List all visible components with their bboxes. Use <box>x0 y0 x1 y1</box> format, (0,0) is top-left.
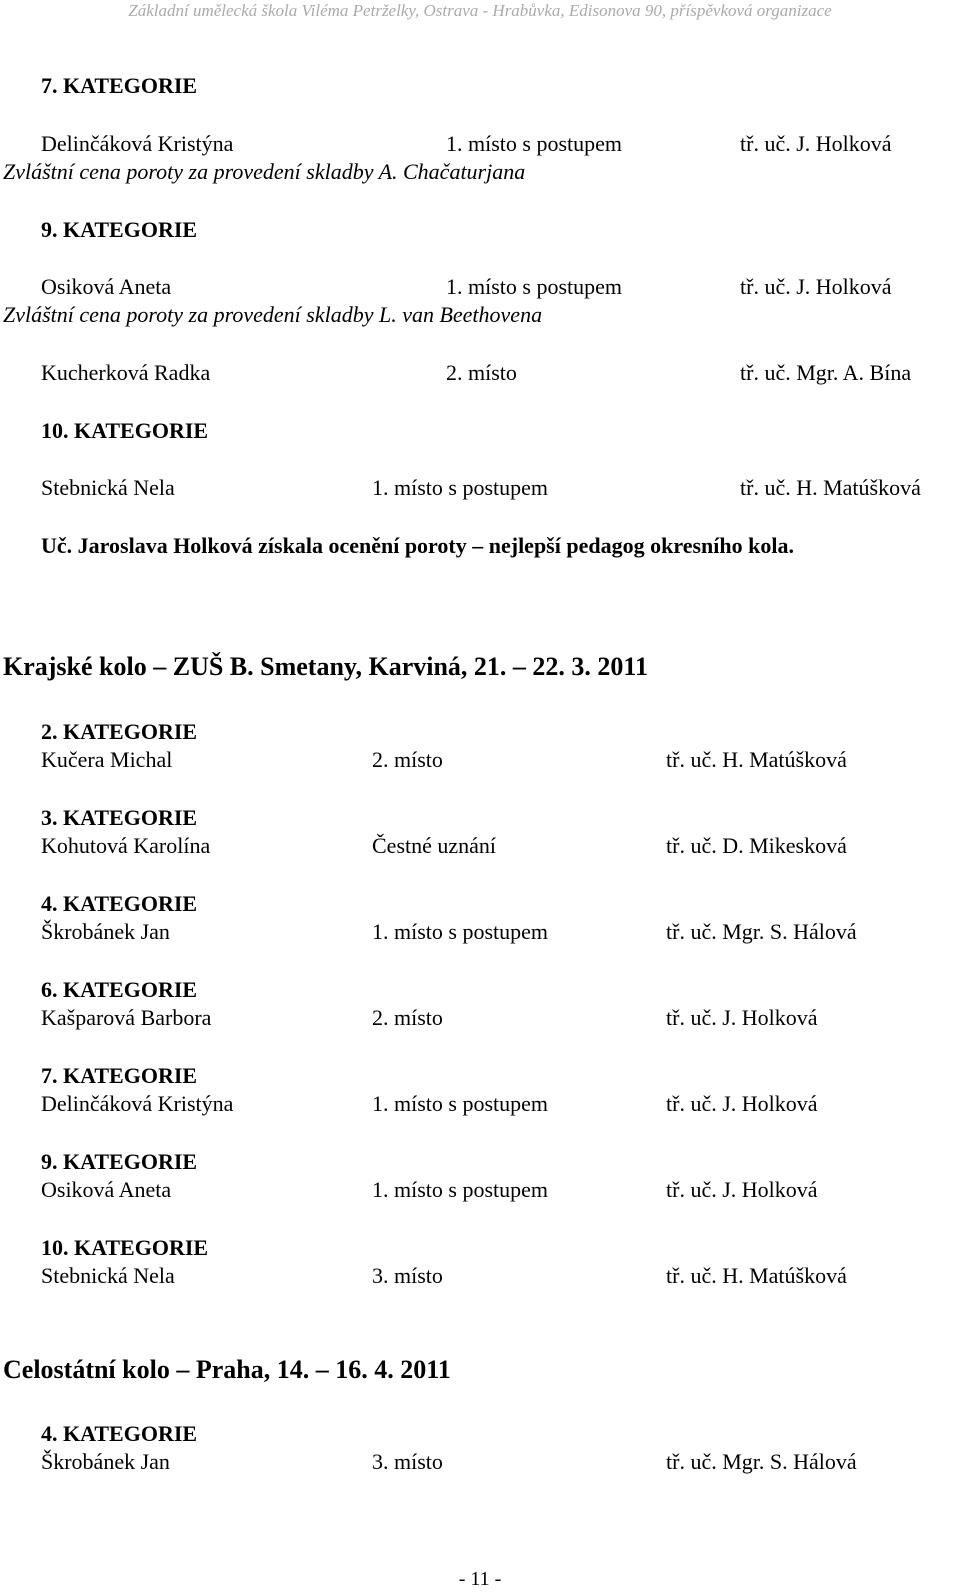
category-heading: 6. KATEGORIE <box>41 977 198 1002</box>
national-round-title: Celostátní kolo – Praha, 14. – 16. 4. 2011 <box>3 1355 451 1384</box>
teacher-name: tř. uč. Mgr. S. Hálová <box>666 1449 857 1474</box>
category-heading: 9. KATEGORIE <box>41 1149 198 1174</box>
result-place: 1. místo s postupem <box>372 1177 549 1202</box>
student-name: Škrobánek Jan <box>41 1449 170 1474</box>
teacher-name: tř. uč. Mgr. A. Bína <box>740 360 912 385</box>
result-place: 2. místo <box>372 1005 443 1030</box>
teacher-award-note: Uč. Jaroslava Holková získala ocenění poroty – nejlepší pedagog okresního kola. <box>41 533 794 558</box>
category-heading: 10. KATEGORIE <box>41 418 209 443</box>
student-name: Škrobánek Jan <box>41 919 170 944</box>
result-place: 3. místo <box>372 1449 443 1474</box>
special-award: Zvláštní cena poroty za provedení skladby L. van Beethovena <box>3 302 543 327</box>
teacher-name: tř. uč. J. Holková <box>740 274 892 299</box>
page-header: Základní umělecká škola Viléma Petrželky, Ostrava - Hrabůvka, Edisonova 90, příspěvková organizace <box>128 1 832 20</box>
category-heading: 10. KATEGORIE <box>41 1235 209 1260</box>
student-name: Stebnická Nela <box>41 475 175 500</box>
category-heading: 7. KATEGORIE <box>41 73 198 98</box>
student-name: Delinčáková Kristýna <box>41 131 234 156</box>
category-heading: 4. KATEGORIE <box>41 1421 198 1446</box>
result-place: 1. místo s postupem <box>372 475 549 500</box>
teacher-name: tř. uč. H. Matúšková <box>740 475 921 500</box>
student-name: Osiková Aneta <box>41 1177 172 1202</box>
student-name: Kašparová Barbora <box>41 1005 212 1030</box>
regional-round-title: Krajské kolo – ZUŠ B. Smetany, Karviná, 21. – 22. 3. 2011 <box>3 652 648 681</box>
category-heading: 4. KATEGORIE <box>41 891 198 916</box>
result-place: Čestné uznání <box>372 833 497 858</box>
result-place: 2. místo <box>446 360 517 385</box>
category-heading: 7. KATEGORIE <box>41 1063 198 1088</box>
student-name: Stebnická Nela <box>41 1263 175 1288</box>
result-place: 3. místo <box>372 1263 443 1288</box>
category-heading: 2. KATEGORIE <box>41 719 198 744</box>
student-name: Kucherková Radka <box>41 360 211 385</box>
student-name: Osiková Aneta <box>41 274 172 299</box>
teacher-name: tř. uč. D. Mikesková <box>666 833 847 858</box>
teacher-name: tř. uč. J. Holková <box>740 131 892 156</box>
teacher-name: tř. uč. Mgr. S. Hálová <box>666 919 857 944</box>
student-name: Kučera Michal <box>41 747 173 772</box>
teacher-name: tř. uč. H. Matúšková <box>666 1263 847 1288</box>
category-heading: 3. KATEGORIE <box>41 805 198 830</box>
special-award: Zvláštní cena poroty za provedení skladby A. Chačaturjana <box>3 159 526 184</box>
student-name: Delinčáková Kristýna <box>41 1091 234 1116</box>
result-place: 1. místo s postupem <box>446 131 623 156</box>
teacher-name: tř. uč. J. Holková <box>666 1005 818 1030</box>
teacher-name: tř. uč. J. Holková <box>666 1177 818 1202</box>
page-number: - 11 - <box>458 1568 502 1590</box>
result-place: 2. místo <box>372 747 443 772</box>
teacher-name: tř. uč. J. Holková <box>666 1091 818 1116</box>
student-name: Kohutová Karolína <box>41 833 211 858</box>
teacher-name: tř. uč. H. Matúšková <box>666 747 847 772</box>
result-place: 1. místo s postupem <box>372 1091 549 1116</box>
result-place: 1. místo s postupem <box>446 274 623 299</box>
category-heading: 9. KATEGORIE <box>41 217 198 242</box>
result-place: 1. místo s postupem <box>372 919 549 944</box>
